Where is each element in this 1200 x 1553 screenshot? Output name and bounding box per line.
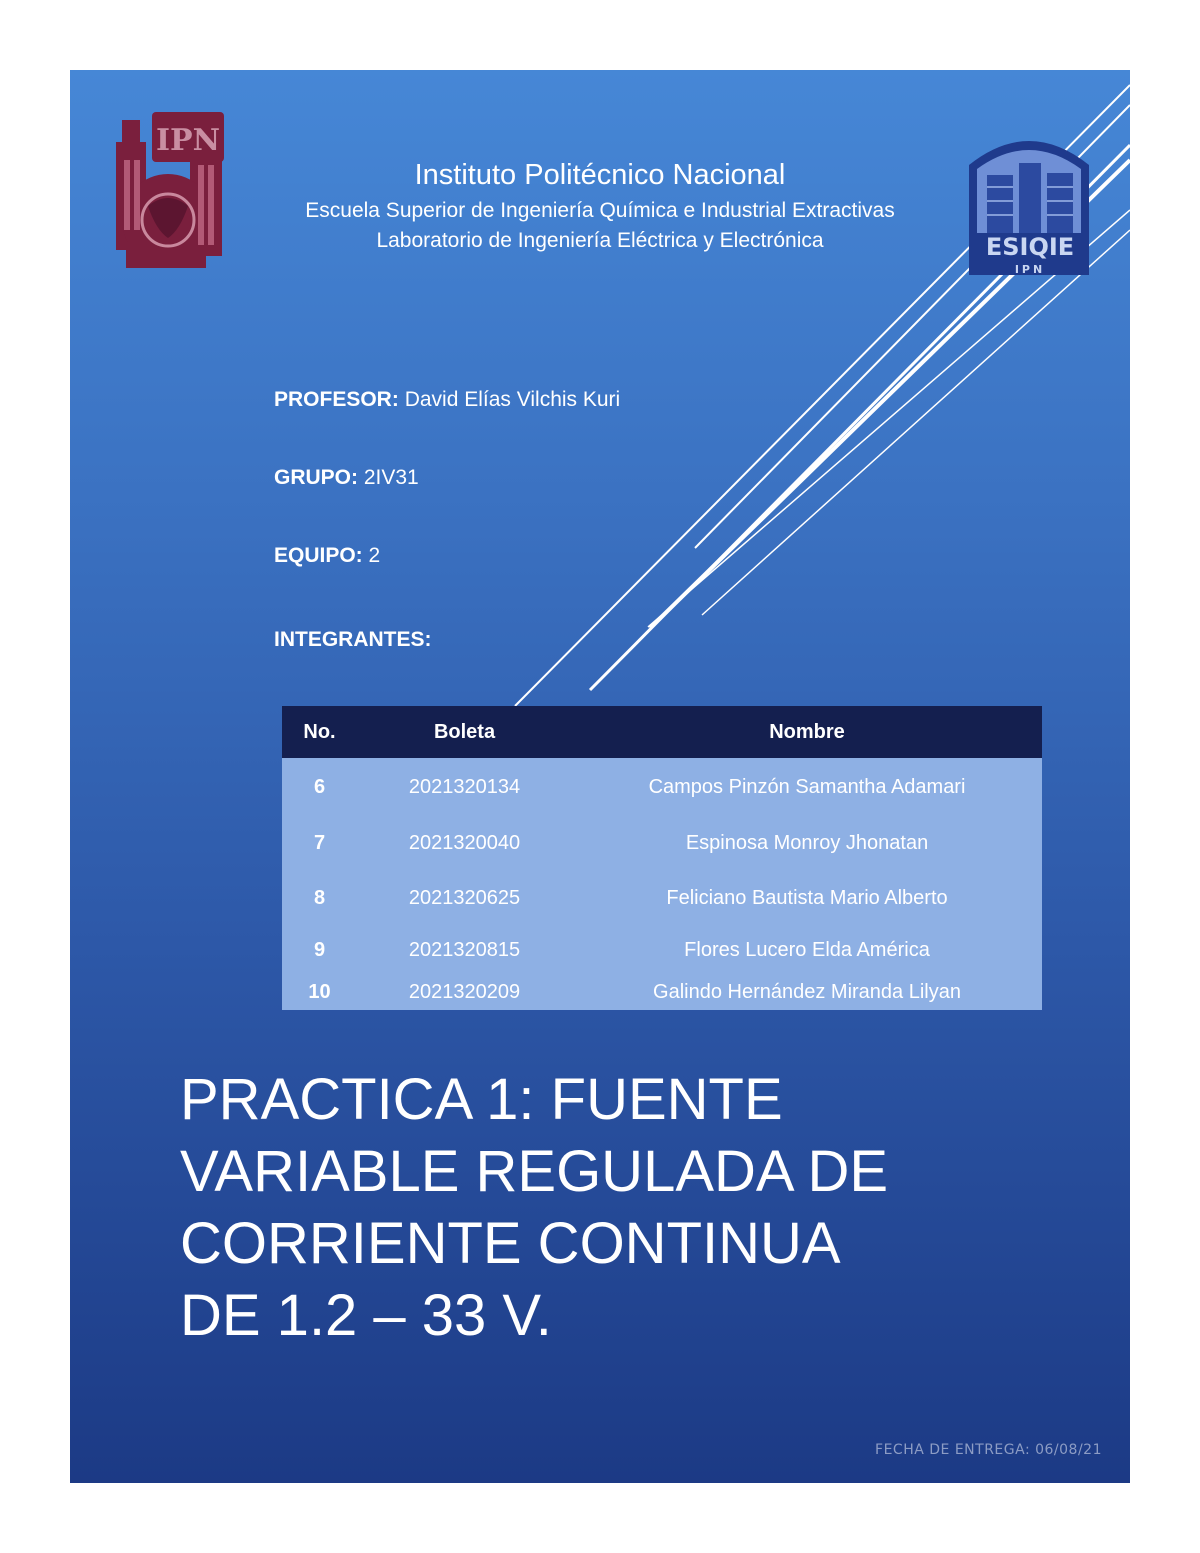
svg-text:ESIQIE: ESIQIE (985, 233, 1075, 261)
group-value: 2IV31 (363, 466, 419, 489)
members-label: INTEGRANTES: (274, 628, 432, 651)
table-row (282, 816, 1042, 870)
member-number: 7 (282, 816, 357, 870)
svg-text:IPN: IPN (155, 123, 221, 158)
practice-title (180, 1064, 1000, 1352)
table-row (282, 870, 1042, 926)
group-row (274, 465, 419, 491)
esiqie-logo-icon (965, 125, 1095, 280)
professor-row (274, 387, 620, 413)
member-number: 9 (282, 926, 357, 974)
member-boleta: 2021320209 (357, 974, 572, 1010)
title-line-2: VARIABLE REGULADA DE (180, 1139, 889, 1204)
table-row (282, 926, 1042, 974)
professor-label: PROFESOR: (274, 388, 399, 411)
header-boleta: Boleta (357, 706, 572, 758)
svg-text:IPN: IPN (1014, 263, 1046, 276)
member-number: 8 (282, 870, 357, 926)
table-row (282, 974, 1042, 1010)
team-label: EQUIPO: (274, 544, 363, 567)
ipn-logo-icon (108, 110, 230, 278)
member-boleta: 2021320625 (357, 870, 572, 926)
member-boleta: 2021320134 (357, 758, 572, 816)
member-name: Flores Lucero Elda América (572, 926, 1042, 974)
team-value: 2 (368, 544, 381, 567)
member-name: Feliciano Bautista Mario Alberto (572, 870, 1042, 926)
members-heading (274, 627, 432, 653)
header-number: No. (282, 706, 357, 758)
group-label: GRUPO: (274, 466, 358, 489)
cover-page (70, 70, 1130, 1483)
member-name: Galindo Hernández Miranda Lilyan (572, 974, 1042, 1010)
member-number: 6 (282, 758, 357, 816)
lab-name: Laboratorio de Ingeniería Eléctrica y Electrónica (376, 229, 824, 252)
member-name: Campos Pinzón Samantha Adamari (572, 758, 1042, 816)
team-row (274, 543, 380, 569)
header-name: Nombre (572, 706, 1042, 758)
table-header-row (282, 706, 1042, 758)
institution-header (230, 158, 970, 256)
professor-value: David Elías Vilchis Kuri (404, 388, 621, 411)
table-row (282, 758, 1042, 816)
title-line-3: CORRIENTE CONTINUA (180, 1211, 841, 1276)
school-name: Escuela Superior de Ingeniería Química e Industrial Extractivas (305, 199, 895, 222)
title-line-4: DE 1.2 – 33 V. (180, 1283, 552, 1348)
member-boleta: 2021320815 (357, 926, 572, 974)
delivery-date: FECHA DE ENTREGA: 06/08/21 (875, 1442, 1102, 1458)
members-table (282, 706, 1042, 1010)
title-line-1: PRACTICA 1: FUENTE (180, 1067, 783, 1132)
member-number: 10 (282, 974, 357, 1010)
institution-name: Instituto Politécnico Nacional (414, 159, 786, 191)
member-boleta: 2021320040 (357, 816, 572, 870)
member-name: Espinosa Monroy Jhonatan (572, 816, 1042, 870)
